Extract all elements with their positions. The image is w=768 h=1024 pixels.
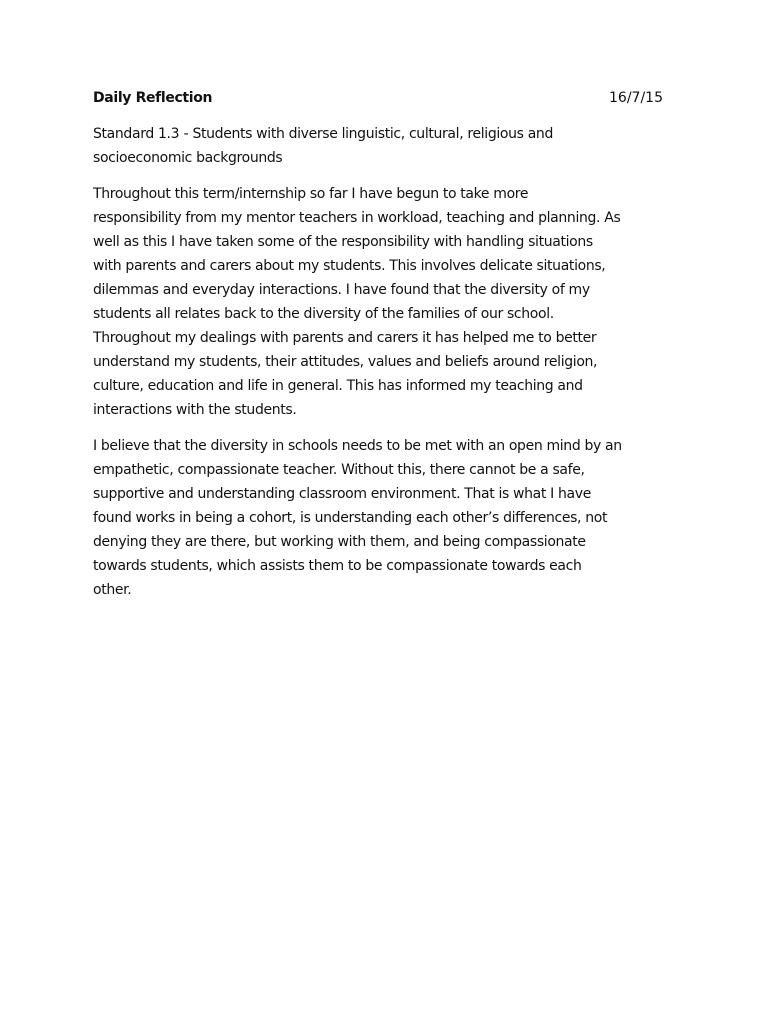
text-line: students all relates back to the diversity of the families of our school. bbox=[93, 306, 554, 322]
document-date: 16/7/15 bbox=[609, 90, 663, 106]
text-line: towards students, which assists them to be compassionate towards each bbox=[93, 558, 582, 574]
text-line: empathetic, compassionate teacher. Without this, there cannot be a safe, bbox=[93, 462, 585, 478]
document-body bbox=[93, 86, 673, 602]
standard-description: - Students with diverse linguistic, cultural, religious and bbox=[179, 126, 553, 142]
text-line: I believe that the diversity in schools needs to be met with an open mind by an bbox=[93, 438, 622, 454]
text-line: responsibility from my mentor teachers in workload, teaching and planning. As bbox=[93, 210, 621, 226]
header-row bbox=[93, 86, 673, 110]
text-line: other. bbox=[93, 582, 132, 598]
standard-heading bbox=[93, 122, 673, 170]
standard-number: 3 bbox=[170, 126, 180, 142]
standard-prefix: Standard 1. bbox=[93, 126, 171, 142]
text-line: understand my students, their attitudes, values and beliefs around religion, bbox=[93, 354, 598, 370]
document-title: Daily Reflection bbox=[93, 90, 213, 106]
text-line: well as this I have taken some of the responsibility with handling situations bbox=[93, 234, 593, 250]
text-line: with parents and carers about my students. This involves delicate situations, bbox=[93, 258, 606, 274]
text-line: Throughout this term/internship so far I have begun to take more bbox=[93, 186, 529, 202]
standard-line-2: socioeconomic backgrounds bbox=[93, 150, 283, 166]
text-line: dilemmas and everyday interactions. I have found that the diversity of my bbox=[93, 282, 590, 298]
standard-line-1 bbox=[93, 122, 673, 146]
text-line: supportive and understanding classroom environment. That is what I have bbox=[93, 486, 591, 502]
text-line: denying they are there, but working with them, and being compassionate bbox=[93, 534, 586, 550]
paragraph-1 bbox=[93, 182, 673, 422]
text-line: culture, education and life in general. This has informed my teaching and bbox=[93, 378, 583, 394]
paragraph-2 bbox=[93, 434, 673, 602]
text-line: interactions with the students. bbox=[93, 402, 297, 418]
text-line: Throughout my dealings with parents and carers it has helped me to better bbox=[93, 330, 597, 346]
text-line: found works in being a cohort, is understanding each other’s differences, not bbox=[93, 510, 608, 526]
